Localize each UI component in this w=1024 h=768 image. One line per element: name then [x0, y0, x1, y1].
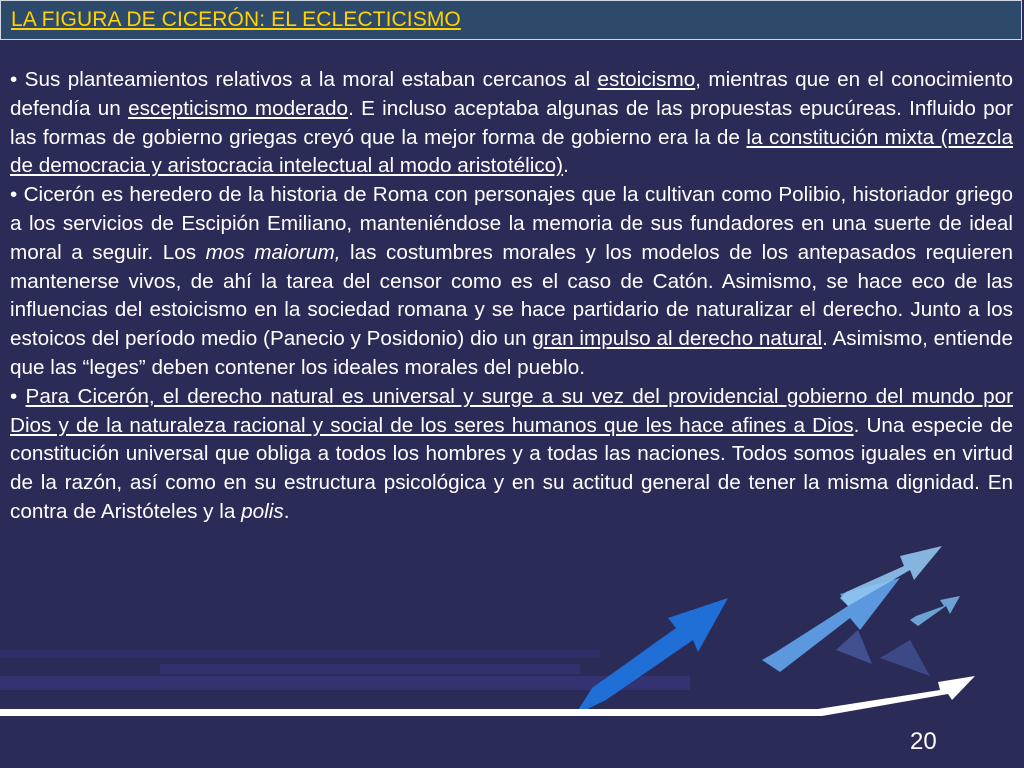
- paragraph-text: Sus planteamientos relativos a la moral estaban cercanos al: [17, 68, 598, 91]
- italic-polis: polis: [241, 499, 284, 523]
- paragraph-text: las costumbres morales y los modelos de los antepasados requieren mantenerse vivos, de ahí la tarea del censor como es el caso de Catón. Asimismo, se hace eco de las influencias del estoicismo en la sociedad romana y se hace partidario de naturalizar el derecho. Junto a los estoicos del período medio (Panecio y Posidonio) dio un: [10, 240, 1014, 351]
- paragraph-text: Cicerón es heredero de la historia de Roma con personajes que la cultivan como Polibio, historiador griego a los servicios de Escipión Emiliano, manteniéndose la memoria de sus fundadores en una suerte de ideal moral a seguir. Los: [10, 183, 1013, 264]
- paragraph-moral: [10, 66, 1013, 181]
- bullet: •: [10, 68, 18, 91]
- page-number: 20: [910, 728, 937, 755]
- paragraph-text: . Asimismo, entiende que las “leges” deben contener los ideales morales del pueblo.: [10, 327, 1013, 379]
- paragraph-derecho-natural: [10, 383, 1013, 527]
- slide-body: [10, 66, 1013, 527]
- underlined-term-escepticismo: escepticismo moderado: [128, 96, 349, 120]
- underlined-derecho-natural: gran impulso al derecho natural: [532, 327, 823, 351]
- underlined-constitucion-mixta: la constitución mixta (mezcla de democracia y aristocracia intelectual al modo aristotélico): [10, 125, 1013, 178]
- underlined-para-ciceron: Para Cicerón, el derecho natural es universal y surge a su vez del providencial gobierno del mundo por Dios y de la naturaleza racional y social de los seres humanos que les hace afines a Dios: [10, 384, 1013, 437]
- paragraph-text: .: [283, 499, 290, 523]
- underlined-term-estoicismo: estoicismo: [597, 68, 696, 91]
- paragraph-text: , mientras que en el conocimiento defendía un: [10, 68, 1013, 120]
- italic-mos-maiorum: mos maiorum,: [205, 240, 341, 264]
- paragraph-text: .: [563, 154, 569, 178]
- bullet: •: [10, 183, 18, 207]
- slide-title: LA FIGURA DE CICERÓN: EL ECLECTICISMO: [11, 8, 461, 31]
- paragraph-text: . Una especie de constitución universal que obliga a todos los hombres y a todas las naciones. Todos somos iguales en virtud de la razón, así como en su estructura psicológica y en su actitud general de tener la misma dignidad. En contra de Aristóteles y la: [10, 413, 1013, 523]
- bullet: •: [10, 384, 18, 408]
- paragraph-historia: [10, 181, 1013, 383]
- paragraph-text: [17, 385, 25, 408]
- paragraph-text: . E incluso aceptaba algunas de las propuestas epucúreas. Influido por las formas de gobierno griegas creyó que la mejor forma de gobierno era la de: [10, 96, 1013, 149]
